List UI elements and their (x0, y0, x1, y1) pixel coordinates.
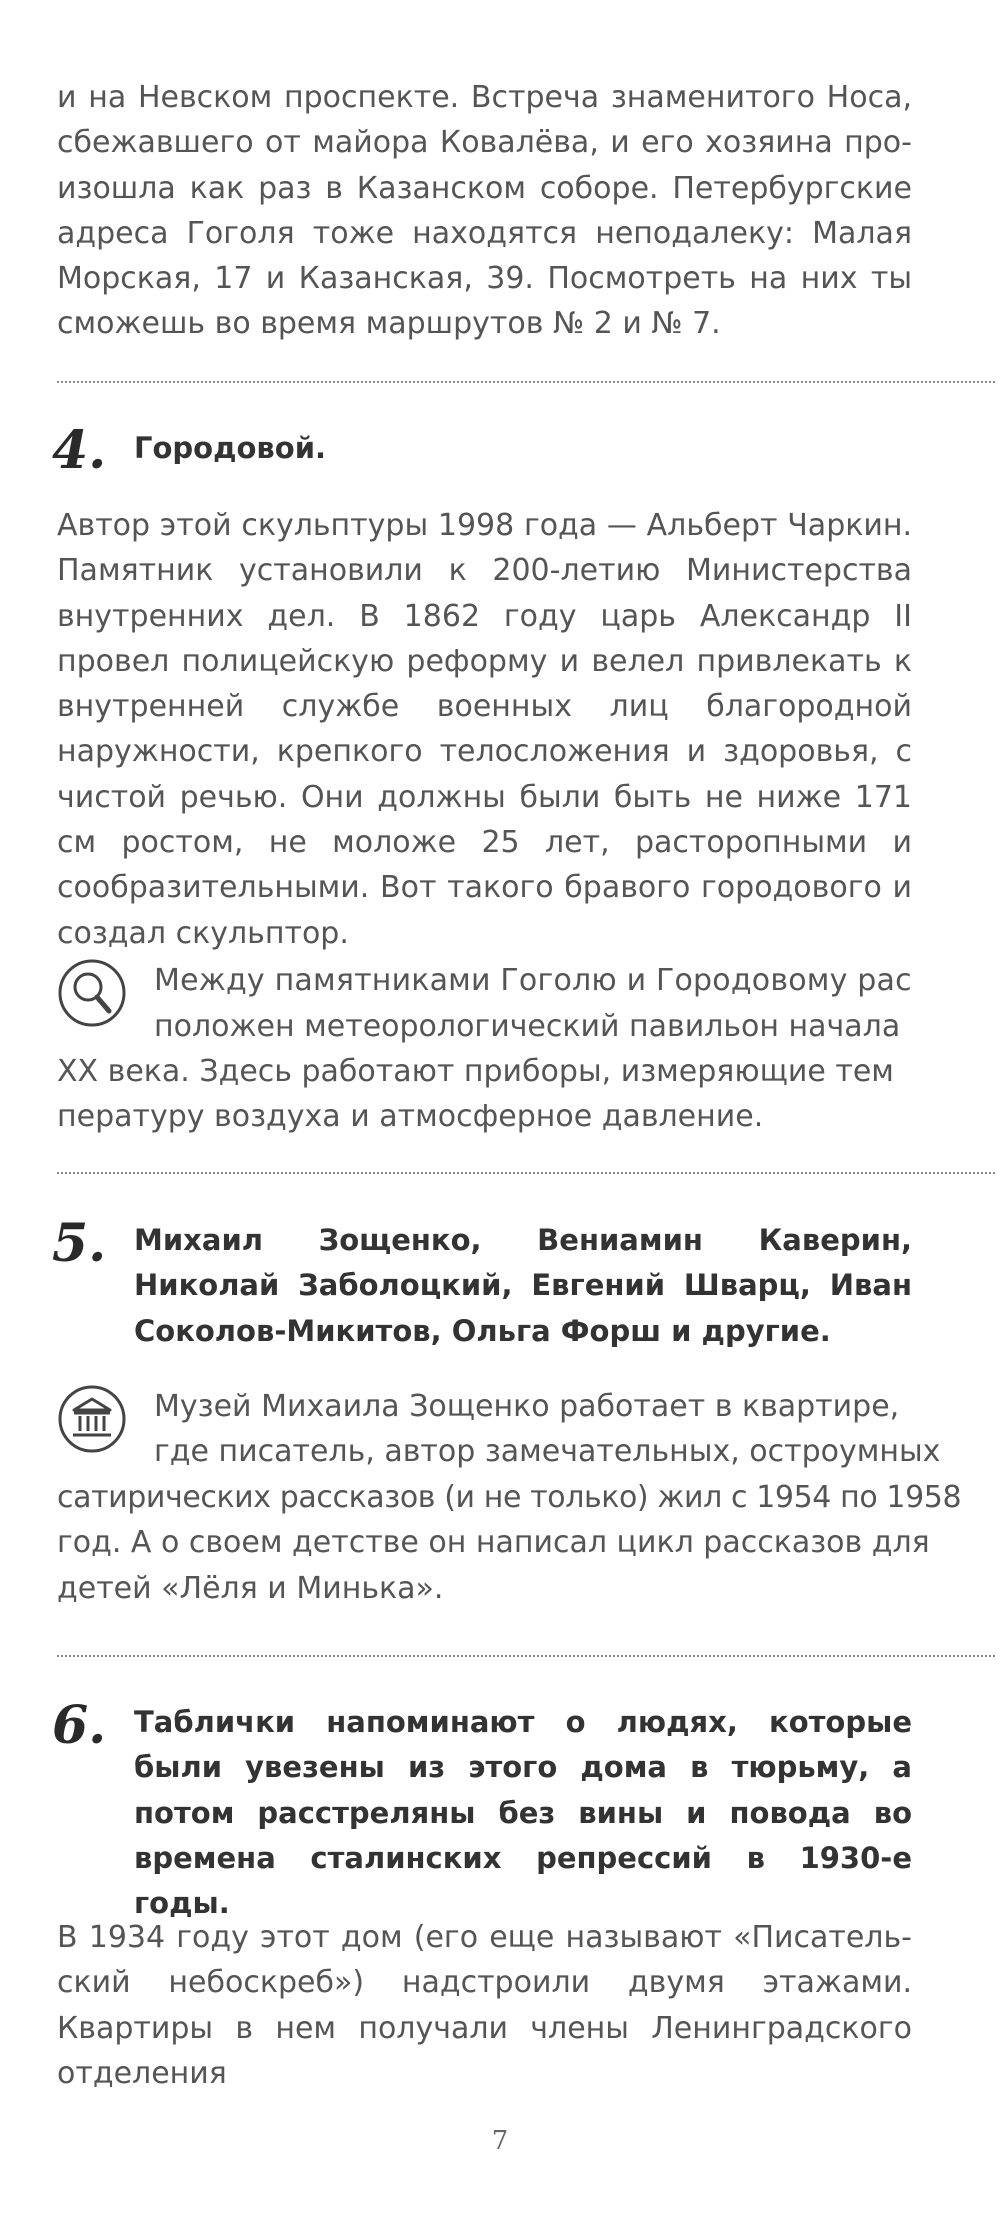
page-number: 7 (491, 2126, 509, 2156)
section-number: 5. (52, 1213, 107, 1274)
section-divider (57, 1655, 995, 1657)
section-number: 4. (52, 420, 107, 481)
tip-line: год. А о своем детстве он написал цикл рассказов для (57, 1525, 930, 1560)
tip-line: сатирических рассказов (и не только) жил с 1954 по 1958 (57, 1480, 962, 1515)
section-heading: Таблички напоминают о людях, которые были увезены из этого дома в тюрьму, а потом расстреляны без вины и повода во времена сталинских репрессий в 1930-е годы. (134, 1705, 912, 1921)
tip-line: детей «Лёля и Минька». (57, 1571, 444, 1606)
tip-line: где писатель, автор замечательных, остроумных (154, 1434, 941, 1469)
section-paragraph: В 1934 году этот дом (его еще называют «Писательский небоскреб») надстроили двумя этажами. Квартиры в нем получали члены Ленинградского отделения (57, 1920, 912, 2091)
tip-line: XX века. Здесь работают приборы, измеряющие тем (57, 1054, 894, 1089)
section-heading: Михаил Зощенко, Вениамин Каверин, Николай Заболоцкий, Евгений Шварц, Иван Соколов-Микитов, Ольга Форш и другие. (134, 1223, 912, 1348)
section-divider (57, 1172, 995, 1174)
tip-line: Музей Михаила Зощенко работает в квартире, (154, 1389, 900, 1424)
tip-line: положен метеорологический павильон начала (154, 1009, 901, 1044)
intro-paragraph: и на Невском проспекте. Встреча знаменитого Носа, сбежавшего от майора Ковалёва, и его хозяина произошла как раз в Казанском соборе. Петербургские адреса Гоголя тоже находятся неподалеку: Малая Морская, 17 и Казанская, 39. Посмотреть на них ты сможешь во время маршрутов № 2 и № 7. (57, 80, 912, 342)
museum-icon (57, 1384, 127, 1454)
tip-line: Между памятниками Гоголю и Городовому рас (154, 963, 912, 998)
magnifier-icon (57, 958, 127, 1028)
tip-line: пературу воздуха и атмосферное давление. (57, 1099, 764, 1134)
section-heading: Городовой. (134, 431, 327, 465)
section-number: 6. (52, 1695, 107, 1756)
section-divider (57, 381, 995, 383)
section-paragraph: Автор этой скульптуры 1998 года — Альберт Чаркин. Памятник установили к 200-летию Министерства внутренних дел. В 1862 году царь Александр II провел полицейскую реформу и велел привлекать к внутренней службе военных лиц благородной наружности, крепкого телосложения и здоровья, с чистой речью. Они должны были быть не ниже 171 см ростом, не моложе 25 лет, расторопными и сообразительными. Вот такого бравого городового и создал скульптор. (57, 508, 912, 951)
